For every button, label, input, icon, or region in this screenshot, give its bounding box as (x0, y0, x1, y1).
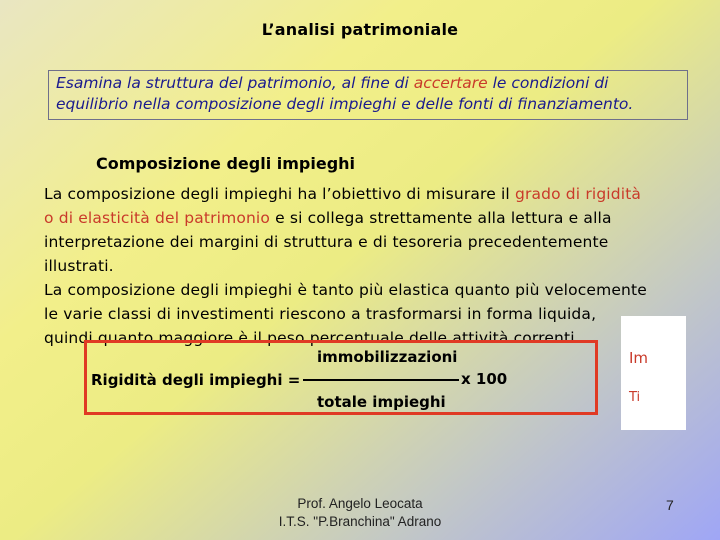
intro-text: le condizioni di (487, 74, 609, 92)
paragraph-text: La composizione degli impieghi ha l’obiettivo di misurare il (44, 185, 515, 203)
formula-box (84, 340, 598, 415)
fraction-line (303, 379, 459, 381)
formula-multiplier: x 100 (461, 370, 508, 388)
paragraph-highlight: o di elasticità del patrimonio (44, 209, 271, 227)
slide-title: L’analisi patrimoniale (261, 20, 459, 39)
formula-numerator: immobilizzazioni (317, 348, 458, 366)
paragraph-text: e si collega strettamente alla lettura e alla (270, 209, 612, 227)
paragraph-line: La composizione degli impieghi è tanto più elastica quanto più velocemente (44, 281, 647, 299)
ratio-panel (621, 316, 686, 430)
formula-denominator: totale impieghi (317, 393, 446, 411)
paragraph-line (44, 206, 694, 230)
footer-line: I.T.S. "P.Branchina" Adrano (278, 514, 442, 529)
panel-im-label: Im (629, 349, 649, 367)
paragraph-highlight: grado di rigidità (514, 185, 642, 203)
panel-ti-label: Ti (629, 390, 641, 405)
intro-line-2: equilibrio nella composizione degli impieghi e delle fonti di finanziamento. (56, 95, 634, 113)
intro-text: Esamina la struttura del patrimonio, al fine di (56, 74, 414, 92)
footer-author (230, 495, 490, 531)
intro-box (48, 70, 688, 120)
page-number: 7 (666, 497, 674, 513)
paragraph-line: le varie classi di investimenti riescono a trasformarsi in forma liquida, (44, 305, 597, 323)
intro-highlight: accertare (413, 74, 488, 92)
paragraph-line (44, 182, 694, 206)
body-paragraph (44, 182, 694, 350)
section-heading: Composizione degli impieghi (96, 154, 356, 173)
paragraph-line: quindi quanto maggiore è il peso percentuale delle attività correnti. (44, 329, 580, 347)
paragraph-line: interpretazione dei margini di struttura e di tesoreria precedentemente (44, 233, 609, 251)
formula-label: Rigidità degli impieghi = (91, 371, 301, 389)
intro-line-1 (56, 73, 687, 94)
paragraph-line: illustrati. (44, 257, 114, 275)
footer-line: Prof. Angelo Leocata (297, 496, 423, 511)
